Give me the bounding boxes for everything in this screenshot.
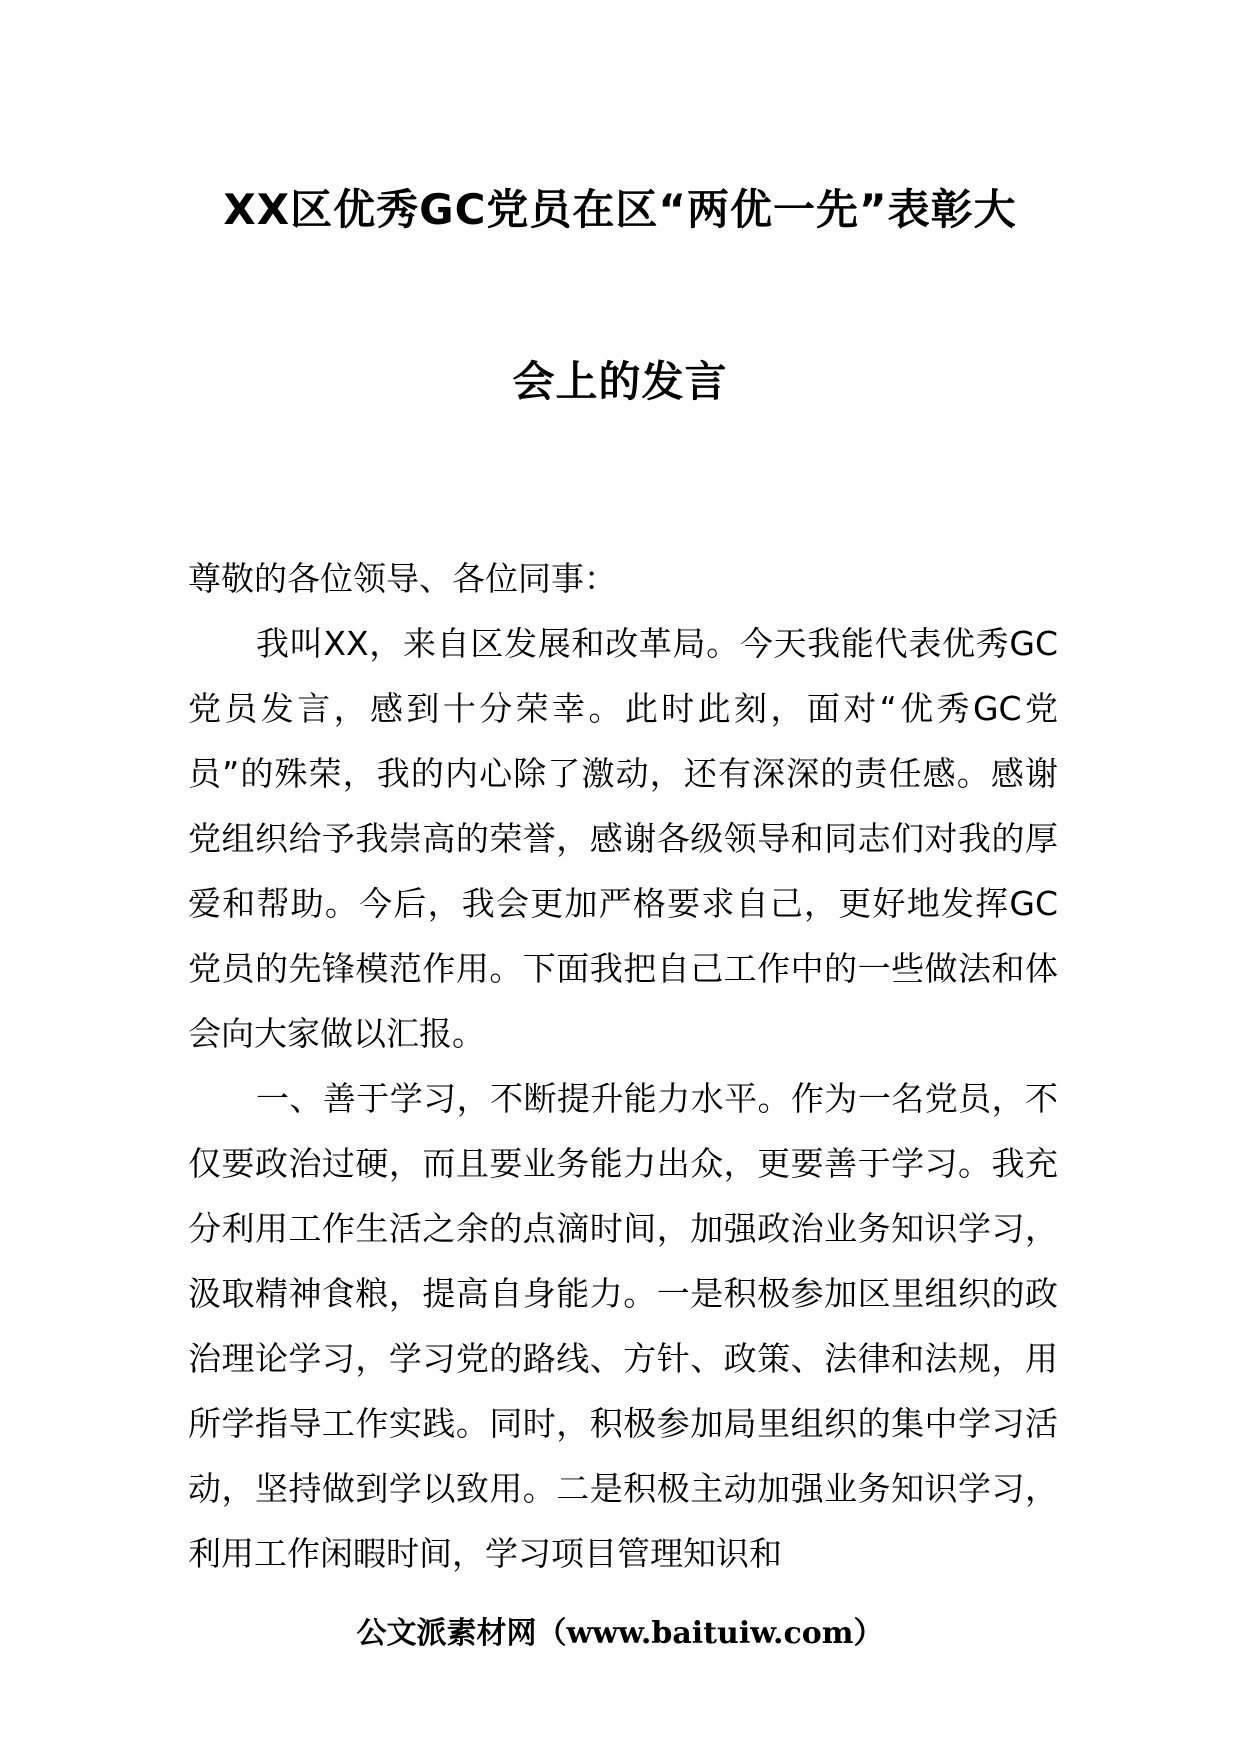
document-body: [188, 611, 1058, 1586]
paragraph-introduction: 我叫XX，来自区发展和改革局。今天我能代表优秀GC党员发言，感到十分荣幸。此时此刻，面对“优秀GC党员”的殊荣，我的内心除了激动，还有深深的责任感。感谢党组织给予我崇高的荣誉，感谢各级领导和同志们对我的厚爱和帮助。今后，我会更加严格要求自己，更好地发挥GC党员的先锋模范作用。下面我把自己工作中的一些做法和体会向大家做以汇报。: [188, 624, 1058, 1053]
footer-source: 公文派素材网（www.baituiw.com）: [356, 1616, 884, 1651]
document-title-line-2: 会上的发言: [512, 357, 728, 406]
document-title-line-1: XX区优秀GC党员在区“两优一先”表彰大: [223, 185, 1017, 234]
paragraph-section-one: 一、善于学习，不断提升能力水平。作为一名党员，不仅要政治过硬，而且要业务能力出众，更要善于学习。我充分利用工作生活之余的点滴时间，加强政治业务知识学习，汲取精神食粮，提高自身能力。一是积极参加区里组织的政治理论学习，学习党的路线、方针、政策、法律和法规，用所学指导工作实践。同时，积极参加局里组织的集中学习活动，坚持做到学以致用。二是积极主动加强业务知识学习，利用工作闲暇时间，学习项目管理知识和: [188, 1079, 1058, 1573]
greeting: 尊敬的各位领导、各位同事：: [188, 559, 617, 598]
